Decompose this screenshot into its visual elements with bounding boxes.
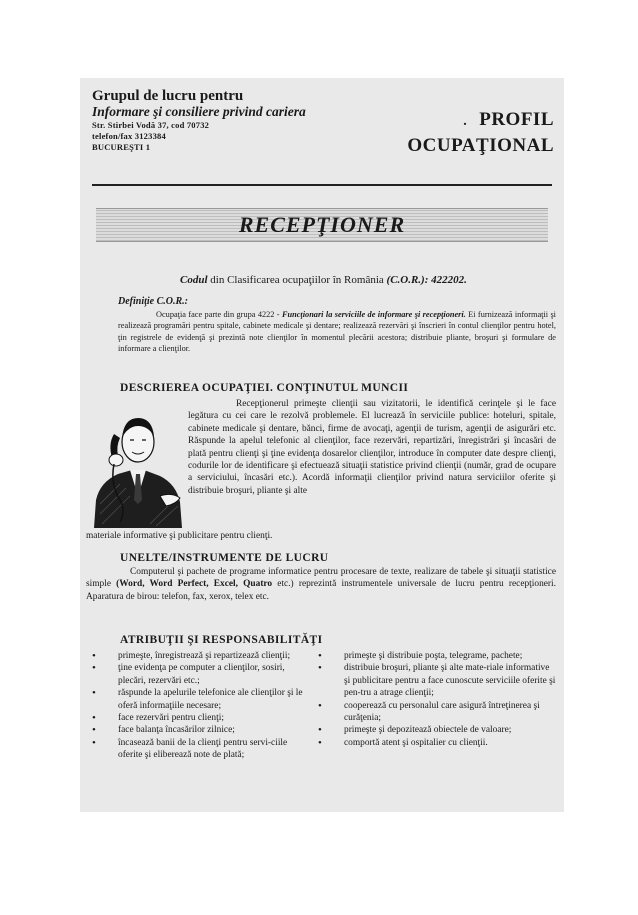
header-divider xyxy=(92,184,552,186)
org-address: Str. Stirbei Vodă 37, cod 70732 xyxy=(92,120,210,130)
profile-line-2: OCUPAŢIONAL xyxy=(407,135,554,156)
list-item: • primeşte şi depozitează obiectele de valoare; xyxy=(316,724,556,736)
cor-code-line xyxy=(180,273,558,287)
list-item: • face rezervări pentru clienţi; xyxy=(90,712,308,724)
duties-left-list xyxy=(90,650,308,762)
list-item: • primeşte, înregistrează şi repartizează clienţii; xyxy=(90,650,308,662)
job-title: RECEPŢIONER xyxy=(238,212,406,237)
organization-block xyxy=(92,88,362,153)
document-page xyxy=(80,78,564,812)
list-item: • distribuie broşuri, pliante şi alte mate-riale informative şi publicitare pentru a face cunoscute serviciile oferite şi pen-tru a atrage clienţii; xyxy=(316,662,556,699)
profile-title xyxy=(407,108,554,158)
duties-heading: ATRIBUŢII ŞI RESPONSABILITĂŢI xyxy=(120,634,323,646)
list-item: • ţine evidenţa pe computer a clienţilor, sosiri, plecări, rezervări etc.; xyxy=(90,662,308,687)
description-heading: DESCRIEREA OCUPAŢIEI. CONŢINUTUL MUNCII xyxy=(120,382,409,394)
definition-lead: Ocupaţia face parte din grupa 4222 - xyxy=(156,310,282,319)
description-body: Recepţionerul primeşte clienţii sau vizitatorii, le identifică cerinţele şi le face legătura cu cei care le rezolvă problemele. El lucrează în serviciile publice: hoteluri, spitale, cabinete medicale şi dentare, bănci, firme de avocaţi, agenţii de turism, agenţii de asigurări etc. Răspunde la apelul telefonic al clienţilor, face rezervări, repartizări, înregistrări şi încasări de plată pentru clienţi şi ţine evidenţa dosarelor clienţilor, introduce în computer date despre clienţi, codurile lor de identificare şi efectuează situaţii statistice privind clienţii (număr, grad de ocupare a serviciului, încasări etc.). Acordă informaţii clienţilor privind natura serviciilor oferite şi distribuie broşuri, pliante şi alte xyxy=(188,399,556,496)
description-text xyxy=(188,398,556,497)
list-item: • face balanţa încasărilor zilnice; xyxy=(90,724,308,736)
org-title: Grupul de lucru pentru xyxy=(92,88,244,104)
org-city: BUCUREŞTI 1 xyxy=(92,142,151,152)
list-item: • cooperează cu personalul care asigură întreţinerea şi curăţenia; xyxy=(316,700,556,725)
list-item: • comportă atent şi ospitalier cu clienţii. xyxy=(316,737,556,749)
org-phone: telefon/fax 3123384 xyxy=(92,131,166,141)
tools-text-start: Computerul şi pachete de programe informatice pentru procesare de texte, realizare de tabele şi situaţii statistice simple xyxy=(86,567,556,590)
dot-mark: . xyxy=(463,114,468,129)
list-item: • răspunde la apelurile telefonice ale clienţilor şi le oferă informaţiile necesare; xyxy=(90,687,308,712)
receptionist-phone-illustration xyxy=(90,404,186,528)
list-item: • încasează banii de la clienţi pentru servi-ciile oferite şi eliberează note de plată; xyxy=(90,737,308,762)
definition-body: Ei furnizează informaţii şi realizează programări pentru spitale, cabinete medicale şi dentare; realizează rezervări şi înscrieri în contul clienţilor pentru hotel, ţin registrele de evidenţă şi prezintă note clienţilor în momentul plecării acestora; distribuie pliante, broşuri şi formulare de informare a clienţilor. xyxy=(118,310,556,353)
job-title-banner xyxy=(96,208,548,242)
tools-text xyxy=(86,566,556,603)
list-item: • primeşte şi distribuie poşta, telegrame, pachete; xyxy=(316,650,556,662)
cor-code-value: (C.O.R.): 422202. xyxy=(386,274,467,286)
profile-line-1: PROFIL xyxy=(479,109,554,130)
definition-text xyxy=(118,309,556,354)
tools-text-end: etc.) reprezintă instrumentele universale de lucru pentru recepţioneri. Aparatura de birou: telefon, fax, xerox, telex etc. xyxy=(86,579,557,602)
org-subtitle: Informare şi consiliere privind cariera xyxy=(92,104,306,119)
cor-code-text: din Clasificarea ocupaţiilor în România xyxy=(207,274,387,286)
tools-heading: UNELTE/INSTRUMENTE DE LUCRU xyxy=(120,552,329,564)
description-tail: materiale informative şi publicitare pentru clienţi. xyxy=(86,531,273,541)
cor-code-label: Codul xyxy=(180,274,208,286)
definition-title: Definiţie C.O.R.: xyxy=(118,296,188,307)
duties-right-list xyxy=(316,650,556,749)
definition-group-name: Funcţionari la serviciile de informare şi recepţioneri. xyxy=(281,310,466,319)
tools-software: (Word, Word Perfect, Excel, Quatro xyxy=(116,579,273,590)
